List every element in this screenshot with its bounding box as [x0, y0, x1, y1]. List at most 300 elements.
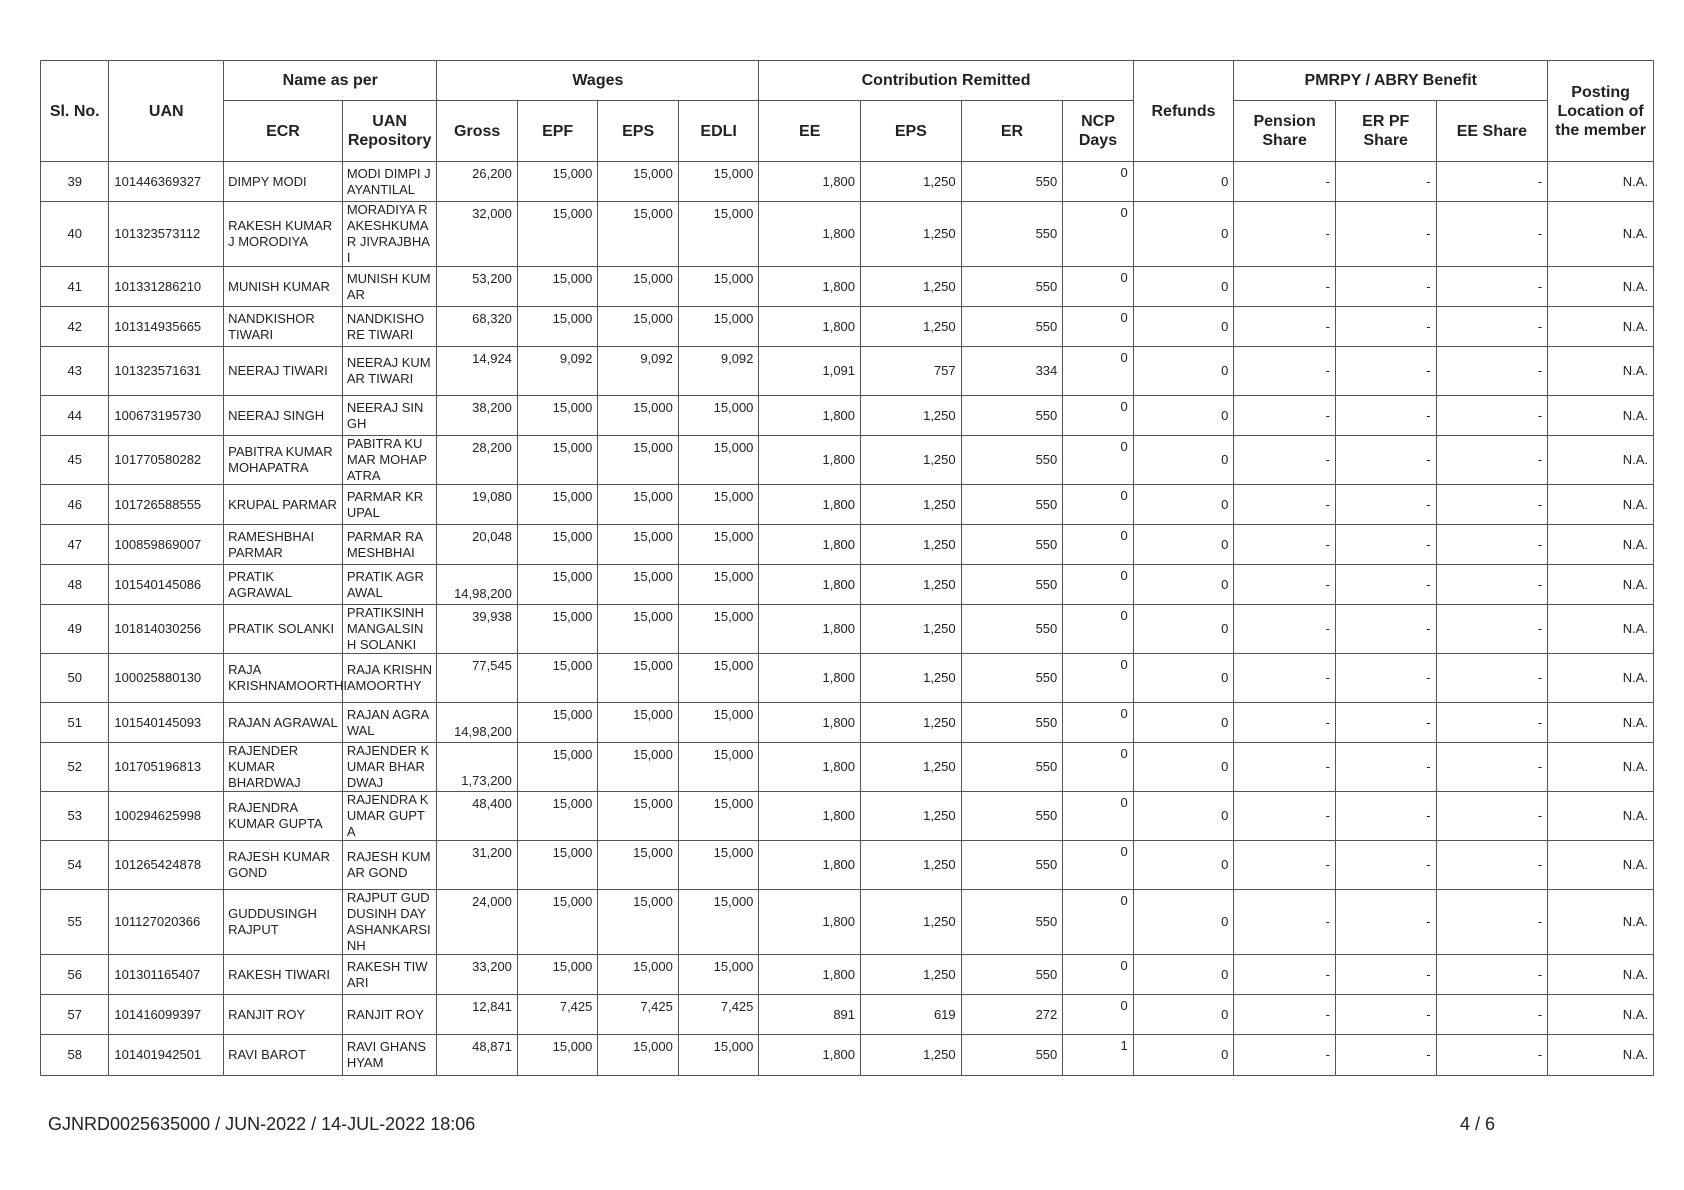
cell-ee-share: -: [1436, 525, 1548, 565]
cell-pension-share: -: [1234, 485, 1336, 525]
header-er-pf-share: ER PF Share: [1335, 101, 1436, 162]
cell-name-ecr: RAMESHBHAI PARMAR: [224, 525, 343, 565]
cell-refunds: 0: [1133, 1035, 1234, 1076]
cell-eps: 15,000: [598, 307, 678, 347]
cell-edli: 7,425: [678, 995, 759, 1035]
cell-pension-share: -: [1234, 162, 1336, 202]
cell-ncp-days: 0: [1063, 347, 1133, 396]
cell-eps-contribution: 1,250: [861, 202, 962, 267]
cell-er-pf-share: -: [1335, 396, 1436, 436]
cell-gross: 14,98,200: [437, 703, 517, 743]
cell-ee-share: -: [1436, 792, 1548, 841]
cell-posting-location: N.A.: [1548, 703, 1654, 743]
cell-uan: 101323573112: [109, 202, 224, 267]
cell-pension-share: -: [1234, 841, 1336, 890]
cell-pension-share: -: [1234, 703, 1336, 743]
cell-uan: 101314935665: [109, 307, 224, 347]
cell-posting-location: N.A.: [1548, 743, 1654, 792]
cell-pension-share: -: [1234, 890, 1336, 955]
cell-ee-share: -: [1436, 347, 1548, 396]
cell-ee: 1,800: [759, 162, 861, 202]
cell-sl-no: 51: [41, 703, 109, 743]
cell-ee-share: -: [1436, 436, 1548, 485]
cell-uan: 100025880130: [109, 654, 224, 703]
cell-name-ecr: DIMPY MODI: [224, 162, 343, 202]
cell-name-ecr: RAJAN AGRAWAL: [224, 703, 343, 743]
table-row: [41, 995, 1654, 1035]
cell-er: 550: [961, 396, 1063, 436]
cell-epf: 15,000: [517, 743, 597, 792]
cell-refunds: 0: [1133, 890, 1234, 955]
cell-ee: 1,800: [759, 841, 861, 890]
header-ecr: ECR: [224, 101, 343, 162]
cell-name-ecr: RAJA KRISHNAMOORTHI: [224, 654, 343, 703]
cell-ee-share: -: [1436, 485, 1548, 525]
cell-eps: 15,000: [598, 841, 678, 890]
cell-edli: 15,000: [678, 565, 759, 605]
cell-er-pf-share: -: [1335, 955, 1436, 995]
cell-er: 550: [961, 267, 1063, 307]
cell-er: 550: [961, 605, 1063, 654]
cell-refunds: 0: [1133, 792, 1234, 841]
cell-eps: 15,000: [598, 605, 678, 654]
cell-ncp-days: 0: [1063, 890, 1133, 955]
cell-gross: 1,73,200: [437, 743, 517, 792]
cell-eps-contribution: 757: [861, 347, 962, 396]
cell-refunds: 0: [1133, 307, 1234, 347]
cell-eps-contribution: 1,250: [861, 436, 962, 485]
cell-eps-contribution: 619: [861, 995, 962, 1035]
cell-ee: 1,800: [759, 703, 861, 743]
cell-eps-contribution: 1,250: [861, 743, 962, 792]
cell-epf: 15,000: [517, 841, 597, 890]
cell-posting-location: N.A.: [1548, 525, 1654, 565]
header-eps: EPS: [598, 101, 678, 162]
cell-epf: 15,000: [517, 307, 597, 347]
header-uan: UAN: [109, 61, 224, 162]
cell-ee: 1,800: [759, 525, 861, 565]
cell-uan: 101540145086: [109, 565, 224, 605]
cell-ee: 1,800: [759, 396, 861, 436]
cell-eps: 15,000: [598, 1035, 678, 1076]
cell-ee: 1,800: [759, 202, 861, 267]
cell-epf: 15,000: [517, 202, 597, 267]
cell-uan: 101770580282: [109, 436, 224, 485]
cell-name-ecr: GUDDUSINGH RAJPUT: [224, 890, 343, 955]
cell-name-uan-repository: MUNISH KUMAR: [342, 267, 437, 307]
table-row: [41, 436, 1654, 485]
cell-ee: 1,800: [759, 307, 861, 347]
cell-sl-no: 42: [41, 307, 109, 347]
cell-eps: 15,000: [598, 565, 678, 605]
cell-edli: 15,000: [678, 743, 759, 792]
cell-er-pf-share: -: [1335, 347, 1436, 396]
cell-edli: 15,000: [678, 525, 759, 565]
cell-eps-contribution: 1,250: [861, 955, 962, 995]
cell-er: 550: [961, 525, 1063, 565]
cell-er-pf-share: -: [1335, 841, 1436, 890]
cell-uan: 101323571631: [109, 347, 224, 396]
cell-ncp-days: 0: [1063, 703, 1133, 743]
cell-name-uan-repository: MORADIYA RAKESHKUMAR JIVRAJBHAI: [342, 202, 437, 267]
cell-posting-location: N.A.: [1548, 654, 1654, 703]
cell-sl-no: 48: [41, 565, 109, 605]
cell-refunds: 0: [1133, 703, 1234, 743]
footer-reference: GJNRD0025635000 / JUN-2022 / 14-JUL-2022 18:06: [48, 1114, 476, 1134]
cell-gross: 77,545: [437, 654, 517, 703]
cell-edli: 15,000: [678, 841, 759, 890]
cell-uan: 101540145093: [109, 703, 224, 743]
cell-posting-location: N.A.: [1548, 1035, 1654, 1076]
cell-name-uan-repository: RAJPUT GUDDUSINH DAYASHANKARSINH: [342, 890, 437, 955]
footer-page-number: 4 / 6: [1460, 1114, 1496, 1134]
cell-epf: 15,000: [517, 565, 597, 605]
cell-ee: 891: [759, 995, 861, 1035]
cell-ee-share: -: [1436, 162, 1548, 202]
cell-epf: 15,000: [517, 396, 597, 436]
cell-ee-share: -: [1436, 396, 1548, 436]
cell-refunds: 0: [1133, 485, 1234, 525]
cell-epf: 7,425: [517, 995, 597, 1035]
cell-refunds: 0: [1133, 565, 1234, 605]
cell-er-pf-share: -: [1335, 995, 1436, 1035]
cell-sl-no: 58: [41, 1035, 109, 1076]
cell-er-pf-share: -: [1335, 654, 1436, 703]
cell-epf: 15,000: [517, 955, 597, 995]
cell-name-uan-repository: PRATIK AGRAWAL: [342, 565, 437, 605]
cell-uan: 101301165407: [109, 955, 224, 995]
cell-ee: 1,800: [759, 654, 861, 703]
cell-edli: 15,000: [678, 890, 759, 955]
cell-er-pf-share: -: [1335, 890, 1436, 955]
cell-ee-share: -: [1436, 1035, 1548, 1076]
cell-eps-contribution: 1,250: [861, 1035, 962, 1076]
cell-name-ecr: PABITRA KUMAR MOHAPATRA: [224, 436, 343, 485]
cell-name-ecr: KRUPAL PARMAR: [224, 485, 343, 525]
cell-er: 550: [961, 162, 1063, 202]
cell-er: 550: [961, 654, 1063, 703]
cell-eps-contribution: 1,250: [861, 890, 962, 955]
cell-gross: 48,400: [437, 792, 517, 841]
cell-gross: 48,871: [437, 1035, 517, 1076]
cell-eps-contribution: 1,250: [861, 485, 962, 525]
cell-eps: 15,000: [598, 792, 678, 841]
cell-uan: 100859869007: [109, 525, 224, 565]
cell-uan: 100294625998: [109, 792, 224, 841]
cell-eps: 15,000: [598, 654, 678, 703]
cell-epf: 15,000: [517, 605, 597, 654]
cell-er: 550: [961, 307, 1063, 347]
cell-ncp-days: 0: [1063, 485, 1133, 525]
cell-pension-share: -: [1234, 995, 1336, 1035]
cell-eps-contribution: 1,250: [861, 267, 962, 307]
cell-eps: 15,000: [598, 162, 678, 202]
header-eps-contribution: EPS: [861, 101, 962, 162]
cell-pension-share: -: [1234, 267, 1336, 307]
cell-sl-no: 55: [41, 890, 109, 955]
cell-er: 550: [961, 485, 1063, 525]
cell-uan: 101401942501: [109, 1035, 224, 1076]
cell-gross: 39,938: [437, 605, 517, 654]
cell-eps: 15,000: [598, 955, 678, 995]
cell-er-pf-share: -: [1335, 605, 1436, 654]
cell-name-uan-repository: NANDKISHORE TIWARI: [342, 307, 437, 347]
cell-eps: 15,000: [598, 890, 678, 955]
cell-gross: 53,200: [437, 267, 517, 307]
cell-eps: 15,000: [598, 396, 678, 436]
cell-er-pf-share: -: [1335, 703, 1436, 743]
header-pension-share: Pension Share: [1234, 101, 1336, 162]
cell-eps: 15,000: [598, 436, 678, 485]
cell-name-uan-repository: RAJAN AGRAWAL: [342, 703, 437, 743]
cell-er-pf-share: -: [1335, 485, 1436, 525]
cell-er: 550: [961, 890, 1063, 955]
cell-uan: 100673195730: [109, 396, 224, 436]
cell-ncp-days: 0: [1063, 605, 1133, 654]
cell-er-pf-share: -: [1335, 565, 1436, 605]
cell-er: 334: [961, 347, 1063, 396]
cell-ncp-days: 0: [1063, 565, 1133, 605]
cell-posting-location: N.A.: [1548, 890, 1654, 955]
cell-refunds: 0: [1133, 347, 1234, 396]
header-er: ER: [961, 101, 1063, 162]
header-refunds: Refunds: [1133, 61, 1234, 162]
cell-gross: 14,924: [437, 347, 517, 396]
cell-pension-share: -: [1234, 654, 1336, 703]
cell-posting-location: N.A.: [1548, 605, 1654, 654]
cell-name-ecr: PRATIK SOLANKI: [224, 605, 343, 654]
cell-er-pf-share: -: [1335, 307, 1436, 347]
cell-eps: 15,000: [598, 485, 678, 525]
cell-name-ecr: RAKESH KUMAR J MORODIYA: [224, 202, 343, 267]
table-row: [41, 841, 1654, 890]
cell-posting-location: N.A.: [1548, 307, 1654, 347]
cell-epf: 15,000: [517, 1035, 597, 1076]
cell-edli: 15,000: [678, 436, 759, 485]
cell-er-pf-share: -: [1335, 525, 1436, 565]
cell-posting-location: N.A.: [1548, 202, 1654, 267]
cell-epf: 15,000: [517, 436, 597, 485]
cell-posting-location: N.A.: [1548, 841, 1654, 890]
cell-pension-share: -: [1234, 436, 1336, 485]
cell-ee-share: -: [1436, 267, 1548, 307]
cell-name-ecr: RAJENDRA KUMAR GUPTA: [224, 792, 343, 841]
cell-eps-contribution: 1,250: [861, 841, 962, 890]
cell-uan: 101416099397: [109, 995, 224, 1035]
cell-ee: 1,800: [759, 890, 861, 955]
cell-sl-no: 52: [41, 743, 109, 792]
cell-ee: 1,800: [759, 743, 861, 792]
cell-refunds: 0: [1133, 525, 1234, 565]
cell-uan: 101446369327: [109, 162, 224, 202]
cell-posting-location: N.A.: [1548, 347, 1654, 396]
cell-edli: 15,000: [678, 162, 759, 202]
cell-uan: 101127020366: [109, 890, 224, 955]
header-ncp-days: NCP Days: [1063, 101, 1133, 162]
cell-er-pf-share: -: [1335, 202, 1436, 267]
cell-ee-share: -: [1436, 565, 1548, 605]
ecr-contribution-table: [40, 60, 1654, 1076]
cell-pension-share: -: [1234, 347, 1336, 396]
cell-posting-location: N.A.: [1548, 396, 1654, 436]
cell-er: 550: [961, 436, 1063, 485]
cell-refunds: 0: [1133, 955, 1234, 995]
cell-name-ecr: MUNISH KUMAR: [224, 267, 343, 307]
cell-ee: 1,800: [759, 1035, 861, 1076]
cell-pension-share: -: [1234, 202, 1336, 267]
cell-er-pf-share: -: [1335, 1035, 1436, 1076]
cell-ee-share: -: [1436, 890, 1548, 955]
cell-pension-share: -: [1234, 396, 1336, 436]
cell-uan: 101705196813: [109, 743, 224, 792]
cell-refunds: 0: [1133, 396, 1234, 436]
cell-eps-contribution: 1,250: [861, 162, 962, 202]
cell-ee: 1,091: [759, 347, 861, 396]
cell-uan: 101726588555: [109, 485, 224, 525]
cell-refunds: 0: [1133, 267, 1234, 307]
table-row: [41, 347, 1654, 396]
cell-edli: 15,000: [678, 267, 759, 307]
cell-posting-location: N.A.: [1548, 792, 1654, 841]
cell-edli: 15,000: [678, 485, 759, 525]
header-ee-share: EE Share: [1436, 101, 1548, 162]
cell-er-pf-share: -: [1335, 436, 1436, 485]
cell-edli: 15,000: [678, 396, 759, 436]
cell-sl-no: 39: [41, 162, 109, 202]
cell-er: 550: [961, 955, 1063, 995]
cell-ee: 1,800: [759, 267, 861, 307]
cell-name-uan-repository: PRATIKSINH MANGALSINH SOLANKI: [342, 605, 437, 654]
header-posting-location: Posting Location of the member: [1548, 61, 1654, 162]
header-edli: EDLI: [678, 101, 759, 162]
cell-edli: 15,000: [678, 955, 759, 995]
cell-ee-share: -: [1436, 743, 1548, 792]
cell-ee-share: -: [1436, 307, 1548, 347]
cell-epf: 15,000: [517, 890, 597, 955]
cell-name-uan-repository: RAJA KRISHNAMOORTHY: [342, 654, 437, 703]
cell-refunds: 0: [1133, 995, 1234, 1035]
cell-pension-share: -: [1234, 1035, 1336, 1076]
cell-gross: 14,98,200: [437, 565, 517, 605]
table-row: [41, 202, 1654, 267]
cell-edli: 15,000: [678, 1035, 759, 1076]
cell-ee-share: -: [1436, 955, 1548, 995]
cell-edli: 15,000: [678, 703, 759, 743]
cell-refunds: 0: [1133, 654, 1234, 703]
cell-gross: 24,000: [437, 890, 517, 955]
cell-ncp-days: 0: [1063, 525, 1133, 565]
cell-er: 550: [961, 841, 1063, 890]
cell-sl-no: 46: [41, 485, 109, 525]
cell-er-pf-share: -: [1335, 162, 1436, 202]
cell-posting-location: N.A.: [1548, 436, 1654, 485]
table-row: [41, 743, 1654, 792]
cell-eps-contribution: 1,250: [861, 565, 962, 605]
cell-pension-share: -: [1234, 792, 1336, 841]
table-row: [41, 703, 1654, 743]
cell-edli: 15,000: [678, 654, 759, 703]
table-row: [41, 605, 1654, 654]
cell-ncp-days: 1: [1063, 1035, 1133, 1076]
cell-pension-share: -: [1234, 307, 1336, 347]
cell-name-uan-repository: RAJENDRA KUMAR GUPTA: [342, 792, 437, 841]
cell-name-ecr: RAJESH KUMAR GOND: [224, 841, 343, 890]
header-uan-repository: UAN Repository: [342, 101, 437, 162]
table-row: [41, 654, 1654, 703]
table-row: [41, 485, 1654, 525]
cell-ee: 1,800: [759, 955, 861, 995]
cell-gross: 28,200: [437, 436, 517, 485]
header-wages: Wages: [437, 61, 759, 101]
cell-epf: 15,000: [517, 703, 597, 743]
cell-ncp-days: 0: [1063, 396, 1133, 436]
cell-refunds: 0: [1133, 743, 1234, 792]
cell-ncp-days: 0: [1063, 307, 1133, 347]
cell-gross: 19,080: [437, 485, 517, 525]
cell-ncp-days: 0: [1063, 995, 1133, 1035]
table-row: [41, 1035, 1654, 1076]
cell-refunds: 0: [1133, 605, 1234, 654]
cell-name-ecr: RAKESH TIWARI: [224, 955, 343, 995]
cell-epf: 15,000: [517, 654, 597, 703]
cell-gross: 26,200: [437, 162, 517, 202]
cell-eps-contribution: 1,250: [861, 703, 962, 743]
cell-name-ecr: NEERAJ SINGH: [224, 396, 343, 436]
cell-name-ecr: PRATIK AGRAWAL: [224, 565, 343, 605]
cell-sl-no: 57: [41, 995, 109, 1035]
cell-name-uan-repository: RAKESH TIWARI: [342, 955, 437, 995]
cell-gross: 20,048: [437, 525, 517, 565]
cell-sl-no: 47: [41, 525, 109, 565]
cell-sl-no: 43: [41, 347, 109, 396]
cell-ncp-days: 0: [1063, 841, 1133, 890]
cell-eps: 15,000: [598, 743, 678, 792]
cell-sl-no: 49: [41, 605, 109, 654]
cell-epf: 15,000: [517, 792, 597, 841]
cell-sl-no: 53: [41, 792, 109, 841]
cell-ee: 1,800: [759, 565, 861, 605]
cell-pension-share: -: [1234, 525, 1336, 565]
cell-epf: 15,000: [517, 267, 597, 307]
cell-ee-share: -: [1436, 703, 1548, 743]
cell-uan: 101331286210: [109, 267, 224, 307]
cell-gross: 31,200: [437, 841, 517, 890]
cell-name-uan-repository: RAJENDER KUMAR BHARDWAJ: [342, 743, 437, 792]
cell-ee: 1,800: [759, 485, 861, 525]
cell-posting-location: N.A.: [1548, 995, 1654, 1035]
cell-name-uan-repository: RANJIT ROY: [342, 995, 437, 1035]
table-row: [41, 162, 1654, 202]
cell-epf: 9,092: [517, 347, 597, 396]
cell-eps-contribution: 1,250: [861, 525, 962, 565]
cell-posting-location: N.A.: [1548, 565, 1654, 605]
header-gross: Gross: [437, 101, 517, 162]
cell-epf: 15,000: [517, 525, 597, 565]
cell-edli: 9,092: [678, 347, 759, 396]
cell-er-pf-share: -: [1335, 267, 1436, 307]
cell-sl-no: 45: [41, 436, 109, 485]
cell-edli: 15,000: [678, 792, 759, 841]
table-row: [41, 565, 1654, 605]
cell-ncp-days: 0: [1063, 202, 1133, 267]
cell-ncp-days: 0: [1063, 955, 1133, 995]
header-ee: EE: [759, 101, 861, 162]
cell-sl-no: 40: [41, 202, 109, 267]
header-sl-no: Sl. No.: [41, 61, 109, 162]
cell-sl-no: 54: [41, 841, 109, 890]
cell-er: 272: [961, 995, 1063, 1035]
cell-er-pf-share: -: [1335, 792, 1436, 841]
